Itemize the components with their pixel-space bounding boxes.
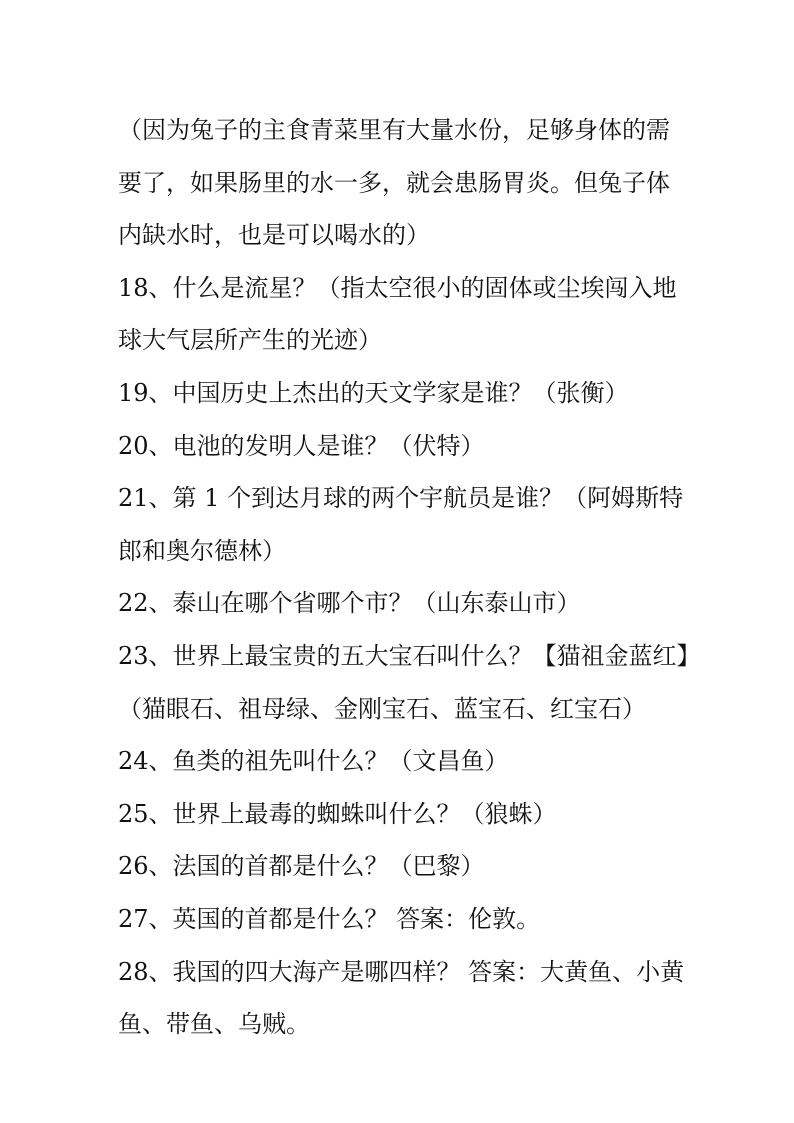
text-line: 球大气层所产生的光迹） — [118, 326, 382, 355]
text-line: 要了，如果肠里的水一多，就会患肠胃炎。但兔子体 — [118, 168, 670, 197]
text-line: 19、中国历史上杰出的天文学家是谁？（张衡） — [118, 378, 629, 407]
text-line: 郎和奥尔德林） — [118, 536, 286, 565]
text-line: 18、什么是流星？（指太空很小的固体或尘埃闯入地 — [118, 273, 677, 302]
text-line: 24、鱼类的祖先叫什么？（文昌鱼） — [118, 747, 509, 776]
text-line: 25、世界上最毒的蜘蛛叫什么？（狼蛛） — [118, 799, 557, 828]
text-line: 26、法国的首都是什么？（巴黎） — [118, 852, 485, 881]
text-line: 内缺水时，也是可以喝水的） — [118, 221, 430, 250]
text-line: （猫眼石、祖母绿、金刚宝石、蓝宝石、红宝石） — [118, 694, 646, 723]
text-line: 21、第 1 个到达月球的两个宇航员是谁？（阿姆斯特 — [118, 484, 684, 513]
text-line: （因为兔子的主食青菜里有大量水份，足够身体的需 — [118, 116, 670, 144]
text-line: 鱼、带鱼、乌贼。 — [118, 1010, 310, 1039]
text-line: 28、我国的四大海产是哪四样？ 答案：大黄鱼、小黄 — [118, 957, 685, 986]
text-line: 22、泰山在哪个省哪个市？（山东泰山市） — [118, 589, 581, 618]
text-line: 23、世界上最宝贵的五大宝石叫什么？【猫祖金蓝红】 — [118, 641, 701, 670]
document-body — [118, 104, 701, 1051]
text-line: 27、英国的首都是什么？ 答案：伦敦。 — [118, 904, 541, 933]
text-line: 20、电池的发明人是谁？（伏特） — [118, 431, 485, 460]
